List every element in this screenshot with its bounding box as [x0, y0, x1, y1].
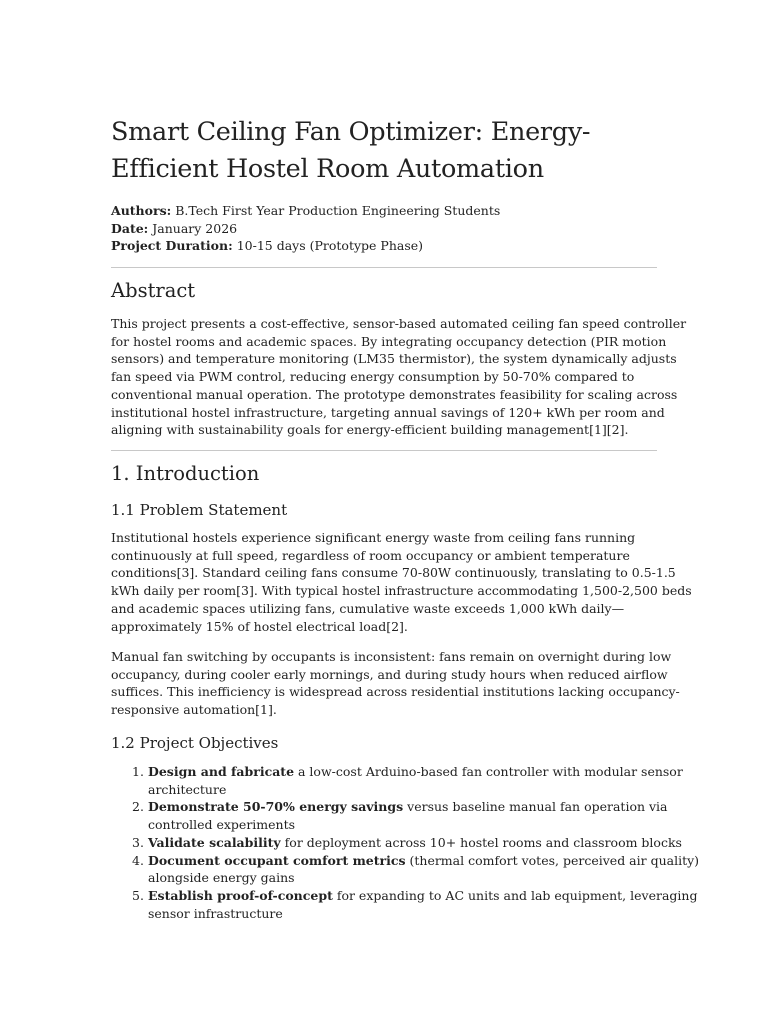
objective-bold: Document occupant comfort metrics: [148, 852, 406, 868]
authors-row: [111, 202, 500, 220]
date-row: [111, 220, 500, 238]
date-value: January 2026: [152, 220, 238, 236]
list-number: 3.: [132, 834, 144, 850]
authors-label: Authors:: [111, 203, 172, 218]
list-item: [111, 852, 700, 887]
list-number: 1.: [132, 764, 144, 779]
title-line-1: Smart Ceiling Fan Optimizer: Energy-: [111, 117, 591, 147]
problem-paragraph-1: [111, 529, 692, 635]
objective-text: for deployment across 10+ hostel rooms and classroom blocks: [280, 834, 682, 850]
paragraph-line: and academic spaces utilizing fans, cumulative waste exceeds 1,000 kWh daily—: [111, 600, 625, 616]
abstract-line: sensors) and temperature monitoring (LM35 thermistor), the system dynamically adjusts: [111, 351, 677, 367]
abstract-heading: Abstract: [111, 279, 196, 302]
objectives-heading: 1.2 Project Objectives: [111, 734, 279, 752]
objectives-list: [111, 763, 700, 922]
paragraph-line: Institutional hostels experience significant energy waste from ceiling fans running: [111, 530, 636, 545]
duration-label: Project Duration:: [111, 238, 233, 253]
objective-bold: Design and fabricate: [148, 764, 295, 779]
paragraph-line: suffices. This inefficiency is widespread across residential institutions lacking occupancy-: [111, 684, 680, 700]
paragraph-line: responsive automation[1].: [111, 702, 277, 718]
list-item: [111, 887, 698, 922]
paragraph-line: continuously at full speed, regardless of room occupancy or ambient temperature: [111, 547, 630, 563]
objective-text: a low-cost Arduino-based fan controller with modular sensor: [294, 764, 683, 779]
document-meta: [111, 202, 500, 255]
abstract-paragraph: [111, 315, 687, 439]
objective-bold: Validate scalability: [148, 834, 281, 850]
paragraph-line: conditions[3]. Standard ceiling fans consume 70-80W continuously, translating to 0.5-1.5: [111, 565, 676, 581]
abstract-line: fan speed via PWM control, reducing energy consumption by 50-70% compared to: [111, 369, 635, 385]
problem-statement-heading: 1.1 Problem Statement: [111, 501, 288, 519]
paragraph-line: Manual fan switching by occupants is inconsistent: fans remain on overnight during low: [111, 649, 672, 664]
title-line-2: Efficient Hostel Room Automation: [111, 154, 544, 184]
paragraph-line: kWh daily per room[3]. With typical hostel infrastructure accommodating 1,500-2,500 beds: [111, 583, 692, 599]
list-number: 2.: [132, 799, 144, 815]
abstract-line: conventional manual operation. The prototype demonstrates feasibility for scaling across: [111, 386, 678, 402]
objective-continuation: controlled experiments: [148, 817, 296, 833]
objective-text: (thermal comfort votes, perceived air quality): [405, 852, 700, 868]
paragraph-line: approximately 15% of hostel electrical load[2].: [111, 618, 408, 634]
abstract-line: for hostel rooms and academic spaces. By integrating occupancy detection (PIR motion: [111, 333, 667, 349]
duration-row: [111, 237, 500, 255]
paragraph-line: occupancy, during cooler early mornings, and during study hours when reduced airflow: [111, 666, 668, 682]
list-item: [111, 798, 668, 833]
list-number: 5.: [132, 887, 144, 903]
objective-continuation: alongside energy gains: [148, 870, 295, 886]
abstract-line: institutional hostel infrastructure, targeting annual savings of 120+ kWh per room and: [111, 404, 665, 420]
objective-bold: Establish proof-of-concept: [148, 887, 333, 903]
list-number: 4.: [132, 852, 144, 868]
abstract-line: aligning with sustainability goals for energy-efficient building management[1][2].: [111, 422, 629, 438]
introduction-heading: 1. Introduction: [111, 462, 260, 485]
objective-continuation: sensor infrastructure: [148, 905, 283, 921]
abstract-line: This project presents a cost-effective, sensor-based automated ceiling fan speed controller: [111, 316, 687, 331]
list-item: [111, 834, 682, 852]
duration-value: 10-15 days (Prototype Phase): [236, 238, 424, 253]
objective-text: versus baseline manual fan operation via: [403, 799, 668, 815]
problem-paragraph-2: [111, 648, 680, 719]
date-label: Date:: [111, 220, 149, 236]
authors-value: B.Tech First Year Production Engineering Students: [175, 203, 501, 218]
objective-continuation: architecture: [148, 781, 227, 797]
divider: [111, 267, 657, 268]
list-item: [111, 763, 683, 798]
divider: [111, 450, 657, 451]
objective-bold: Demonstrate 50-70% energy savings: [148, 799, 404, 815]
objective-text: for expanding to AC units and lab equipment, leveraging: [332, 887, 698, 903]
document-title: [111, 114, 657, 188]
